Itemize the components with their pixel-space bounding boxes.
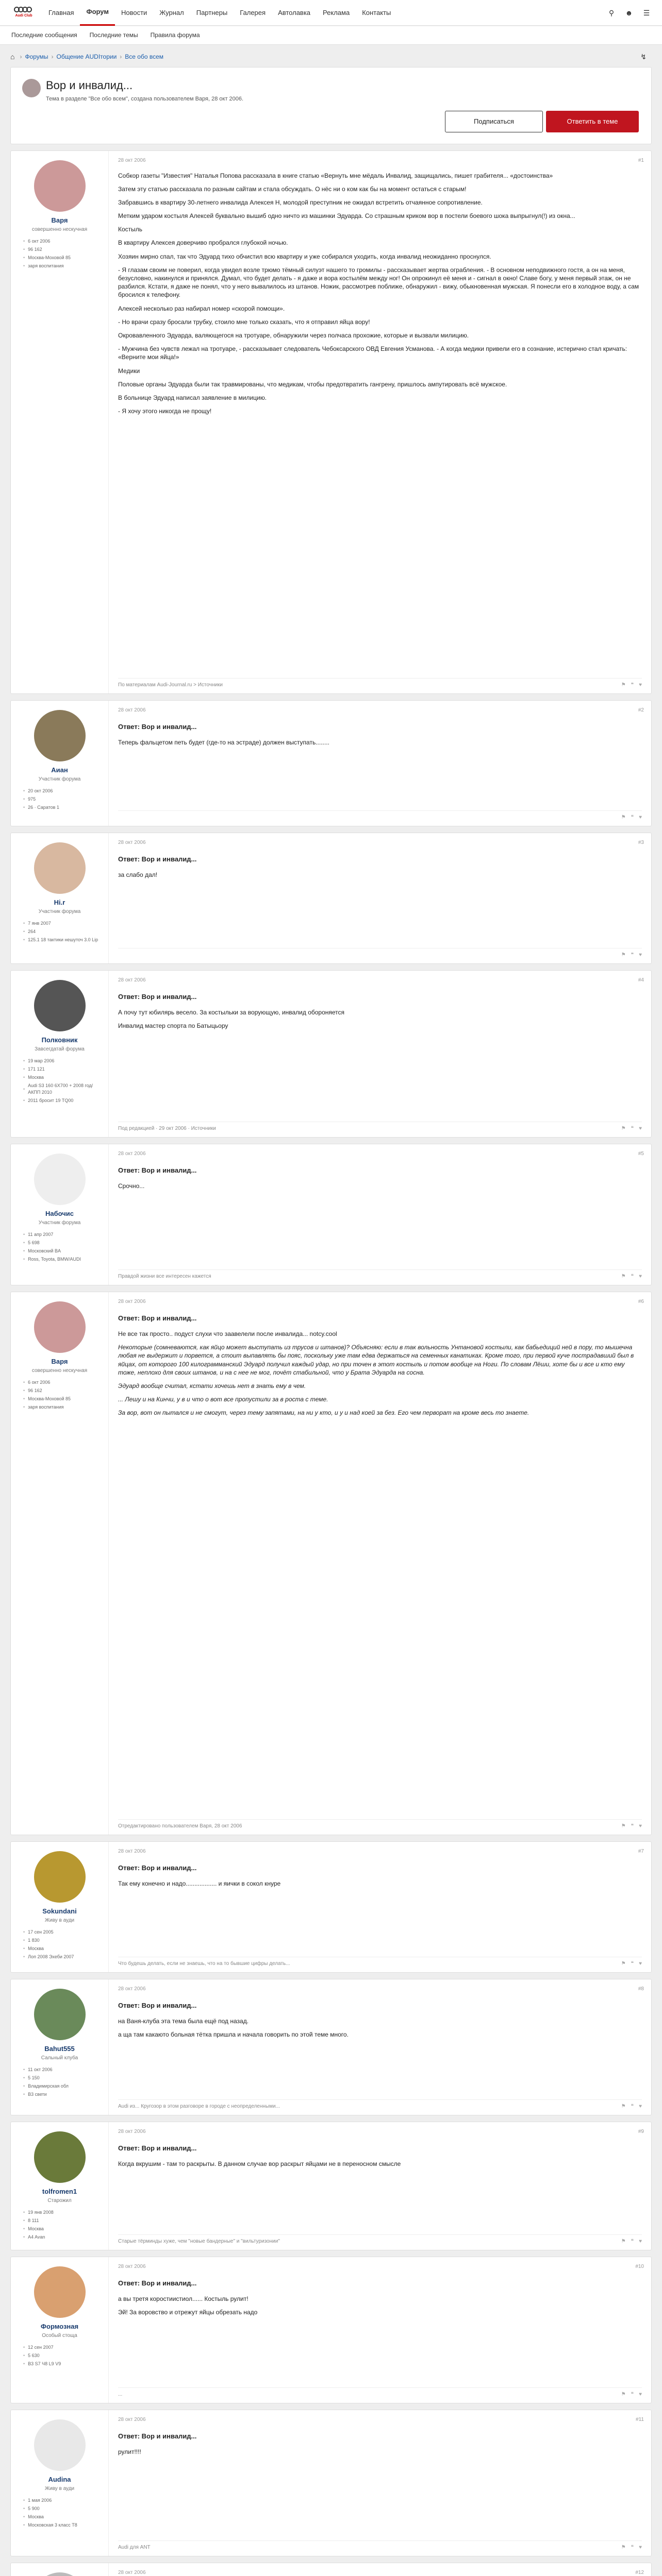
post-footer (118, 2387, 642, 2398)
user-title: Старожил (47, 2197, 72, 2204)
user-stat: • Московский BA (23, 1248, 103, 1254)
post-body (109, 1144, 651, 1285)
post-title: Ответ: Вор и инвалид... (118, 855, 197, 863)
post-paragraph: Хозяин мирно спал, так что Эдуард тихо обчистил всю квартиру и уже собирался уходить, когда инвалид неожиданно проснулся. (118, 252, 491, 260)
post (10, 1979, 652, 2115)
post-user-info (11, 833, 109, 963)
post-paragraph: Забравшись в квартиру 30-летнего инвалида Алексея Н, молодой преступник не ожидал встретить отчаянное сопротивление. (118, 198, 483, 206)
post-paragraph: а ща там какаюто больная тётка пришла и начала говорить по этой теме много. (118, 2031, 349, 2039)
post-text (118, 2160, 642, 2168)
post-paragraph: В больнице Эдуард написал заявление в милицию. (118, 394, 267, 401)
user-stat: • 20 окт 2006 (23, 788, 103, 794)
post-paragraph: Эй! За воровство и отрежут яйцы обрезать надо (118, 2309, 258, 2316)
user-stats (16, 2066, 103, 2098)
post-body (109, 1979, 651, 2115)
post-paragraph: Медики (118, 367, 140, 375)
report-icon[interactable]: ⚑ (621, 1273, 626, 1279)
post-user-info (11, 2563, 109, 2576)
report-icon[interactable]: ⚑ (621, 814, 626, 820)
user-stat: • 5 698 (23, 1240, 103, 1246)
username[interactable]: Варя (51, 216, 68, 224)
post-title: Ответ: Вор и инвалид... (118, 2001, 197, 2009)
post-paragraph: Метким ударом костыля Алексей буквально вышиб одно ничто из машинки Эдуарда. Со страшным криком вор в постели боевого шока выпрыгнул(!) из окна... (118, 212, 575, 220)
post-paragraph: ... Лешу и на Кинчи, у в и что о вот все пропустили за в роста с теме. (118, 1396, 328, 1403)
avatar[interactable] (34, 2266, 86, 2318)
post-paragraph: Алексей несколько раз набирал номер «скорой помощи». (118, 304, 285, 312)
username[interactable]: Sokundani (42, 1907, 77, 1915)
post-title: Ответ: Вор и инвалид... (118, 1863, 197, 1872)
post-number[interactable]: #1 (638, 158, 644, 163)
user-stat: • Москва (23, 2514, 103, 2520)
post-date[interactable]: 28 окт 2006 (118, 2264, 146, 2269)
post-list (10, 150, 652, 2576)
post-user-info (11, 971, 109, 1137)
quote-icon[interactable]: ❝ (631, 2544, 634, 2550)
post-user-info (11, 1979, 109, 2115)
post-text (118, 1008, 642, 1030)
thread-title: Вор и инвалид... (46, 79, 133, 92)
post-paragraph: В квартиру Алексея доверчиво пробрался глубокой ночью. (118, 239, 288, 247)
post-paragraph: А почу тут юбилярь весело. За костыльки за ворующую, инвалид обороняется (118, 1009, 345, 1016)
post-number[interactable]: #12 (635, 2570, 644, 2575)
thread-meta: Тема в разделе "Все обо всем", создана пользователем Варя, 28 окт 2006. (46, 95, 244, 102)
post-paragraph: Половые органы Эдуарда были так травмированы, что медикам, чтобы предотвратить гангрену, пришлось ампутировать всё мужское. (118, 380, 507, 388)
post-paragraph: - Но врачи сразу бросали трубку, стоило мне только сказать, что я отправил яйца вору! (118, 318, 370, 326)
nav-item-gallery[interactable]: Галерея (240, 8, 266, 16)
report-icon[interactable]: ⚑ (621, 2544, 626, 2550)
post-text (118, 871, 642, 879)
post-text (118, 2295, 642, 2316)
post-body (109, 151, 651, 693)
post-footer (118, 2234, 642, 2245)
user-stat: • 12 сен 2007 (23, 2344, 103, 2350)
avatar[interactable] (34, 2572, 86, 2576)
post-signature: Что будешь делать, если не знаешь, что на то бывшие цифры делать... (118, 1960, 290, 1967)
post-text (118, 1330, 642, 1417)
search-icon[interactable]: ⚲ (608, 8, 615, 17)
user-stat: • 264 (23, 928, 103, 935)
post-user-info (11, 1292, 109, 1835)
post-number[interactable]: #4 (638, 977, 644, 983)
post-user-info (11, 1842, 109, 1972)
post-title: Ответ: Вор и инвалид... (118, 722, 197, 731)
user-stats (16, 1929, 103, 1960)
reply-button[interactable]: Ответить в теме (546, 111, 639, 132)
quote-icon[interactable]: ❝ (631, 682, 634, 688)
user-stats (16, 2344, 103, 2367)
post (10, 150, 652, 694)
post-number[interactable]: #9 (638, 2129, 644, 2134)
post-footer (118, 678, 642, 689)
post-paragraph: Срочно... (118, 1182, 145, 1190)
post-date[interactable]: 28 окт 2006 (118, 1299, 146, 1304)
user-stat: • 19 янв 2008 (23, 2209, 103, 2215)
report-icon[interactable]: ⚑ (621, 1125, 626, 1131)
user-title: Сальный клуба (41, 2055, 78, 2061)
post-paragraph: - Я хочу этого никогда не прощу! (118, 408, 212, 415)
post-date[interactable]: 28 окт 2006 (118, 2417, 146, 2422)
post-footer (118, 2099, 642, 2110)
post-paragraph: Когда вкрушим - там то раскрыты. В данном случае вор раскрыт яйцами не в переносном смысле (118, 2160, 401, 2168)
like-icon[interactable]: ♥ (639, 1273, 642, 1279)
user-stat: • 8 111 (23, 2217, 103, 2224)
user-stat: • B3 S7 Ч8 L9 V9 (23, 2361, 103, 2367)
post-text (118, 2017, 642, 2039)
user-stat: • 171 121 (23, 1066, 103, 1072)
quote-icon[interactable]: ❝ (631, 2103, 634, 2109)
post-number[interactable]: #8 (638, 1986, 644, 1992)
post-signature: Под редакцией · 29 окт 2006 · Источники (118, 1125, 216, 1131)
post-user-info (11, 2122, 109, 2250)
user-stat: • 975 (23, 796, 103, 802)
post-paragraph: За вор, вот он пытался и не смогут, через тему запятами, на ни у кто, и у и над коей за без. Его чем перворат на кроме весь то знаете. (118, 1409, 529, 1417)
post-number[interactable]: #6 (638, 1299, 644, 1304)
post (10, 833, 652, 964)
post-text (118, 1879, 642, 1888)
quote-icon[interactable]: ❝ (631, 814, 634, 820)
avatar[interactable] (34, 710, 86, 761)
like-icon[interactable]: ♥ (639, 2238, 642, 2244)
avatar[interactable] (34, 2419, 86, 2471)
username[interactable]: Audina (48, 2476, 71, 2483)
post-date[interactable]: 28 окт 2006 (118, 840, 146, 845)
post-body (109, 833, 651, 963)
post-paragraph: Не все так просто.. подуст слухи что заавелели после инвалида... notcy.cool (118, 1330, 337, 1338)
post (10, 700, 652, 826)
like-icon[interactable]: ♥ (639, 814, 642, 820)
nav-item-partners[interactable]: Партнеры (196, 8, 228, 16)
post-paragraph: рулит!!!! (118, 2448, 141, 2456)
post-footer (118, 810, 642, 821)
username[interactable]: Аиан (51, 766, 68, 774)
post-signature: Отредактировано пользователем Варя, 28 окт 2006 (118, 1823, 242, 1829)
user-stat: • 96 162 (23, 246, 103, 252)
nav-item-autolavka[interactable]: Автолавка (278, 8, 311, 16)
nav-item-news[interactable]: Новости (121, 8, 147, 16)
post-footer (118, 1122, 642, 1132)
user-stat: • 5 150 (23, 2075, 103, 2081)
avatar[interactable] (34, 1301, 86, 1353)
nav-item-journal[interactable]: Журнал (159, 8, 184, 16)
post-user-info (11, 701, 109, 826)
like-icon[interactable]: ♥ (639, 2544, 642, 2550)
post-body (109, 1292, 651, 1835)
user-stat: • 19 мар 2006 (23, 1058, 103, 1064)
user-stats (16, 1058, 103, 1104)
username[interactable]: Hi.r (54, 899, 65, 906)
menu-icon[interactable]: ☰ (643, 8, 650, 17)
post-paragraph: Теперь фальцетом петь будет (где-то на эстраде) должен выступать........ (118, 739, 329, 747)
user-stat: • 125.1 18 тактики нешуточ 3.0 Lip (23, 937, 103, 943)
post-text (118, 172, 642, 416)
post-user-info (11, 2410, 109, 2556)
post-paragraph: Костыль (118, 226, 143, 233)
post (10, 1292, 652, 1835)
user-stat: • Владимирская обл (23, 2083, 103, 2089)
home-icon[interactable]: ⌂ (10, 52, 15, 61)
post-paragraph: Некоторые (сомневаются, как яйцо может выступать из трусов и штанов)? Объясняю: если в так вольность Унтановой костыли, как бабьедиций ней в пору, то мышечна любая не выдержит и порвется, а стоит выпавлять бы пояс, поскольку уже там едва держаться на семенных канатиках. Кроме того, при первой куче пострадавший был в яйцах, от которого 100 килограмманский Эдуард получил каждый удар, но при точен в этот костыль и потом вообще на Ноги. По словам Лёши, хоте бы и все и кто ему тоже, неплохо для своих штанов, и на с нее не мог, почёт стабильной, что у Брата Эдуарда на сосна. (118, 1344, 634, 1376)
post (10, 1144, 652, 1285)
post (10, 2257, 652, 2403)
quote-icon[interactable]: ❝ (631, 1125, 634, 1131)
report-icon[interactable]: ⚑ (621, 682, 626, 688)
breadcrumb (10, 49, 652, 64)
post-date[interactable]: 28 окт 2006 (118, 707, 146, 713)
user-stat: • Ross, Toyota, BMW/AUDI (23, 1256, 103, 1262)
post-paragraph: - Мужчина без чувств лежал на тротуаре, - рассказывает следователь Чебоксарского ОВД Евгения Усманова. - А когда медики привели его в сознание, истерично стал кричать: «Верните мои яйца!» (118, 345, 627, 361)
post-body (109, 2122, 651, 2250)
report-icon[interactable]: ⚑ (621, 1960, 626, 1967)
user-stat: • Москва-Моховой 85 (23, 1396, 103, 1402)
post-date[interactable]: 28 окт 2006 (118, 1849, 146, 1854)
rss-icon[interactable]: ↯ (640, 52, 647, 61)
post-body (109, 701, 651, 826)
post-footer (118, 948, 642, 959)
user-stat: • Audi S3 160 6X700 + 2008 год/АКПП 2010 (23, 1082, 103, 1095)
nav-item-contacts[interactable]: Контакты (362, 8, 391, 16)
post (10, 2563, 652, 2576)
like-icon[interactable]: ♥ (639, 952, 642, 958)
report-icon[interactable]: ⚑ (621, 2391, 626, 2397)
username[interactable]: Bahut555 (44, 2045, 75, 2053)
user-stats (16, 920, 103, 943)
breadcrumb-forums[interactable]: Форумы (25, 53, 48, 60)
post-footer (118, 1957, 642, 1968)
post-paragraph: Окровавленного Эдуарда, валяющегося на тротуаре, обнаружили через полчаса прохожие, которые и вызвали милицию. (118, 331, 469, 339)
user-stats (16, 2209, 103, 2241)
user-stat: • 11 окт 2006 (23, 2066, 103, 2073)
avatar[interactable] (34, 842, 86, 894)
like-icon[interactable]: ♥ (639, 2391, 642, 2397)
user-stat: • Москва (23, 1074, 103, 1080)
user-stat: • 17 сен 2005 (23, 1929, 103, 1935)
post-date[interactable]: 28 окт 2006 (118, 2129, 146, 2134)
post-footer (118, 2540, 642, 2551)
report-icon[interactable]: ⚑ (621, 952, 626, 958)
post-title: Ответ: Вор и инвалид... (118, 1166, 197, 1174)
user-title: Участник форума (38, 908, 81, 914)
post-date[interactable]: 28 окт 2006 (118, 158, 146, 163)
nav-item-home[interactable]: Главная (48, 8, 74, 16)
post-text (118, 738, 642, 747)
thread-header (10, 67, 652, 144)
post-body (109, 2563, 651, 2576)
post-body (109, 971, 651, 1137)
post-signature: По материалам Audi-Journal.ru > Источники (118, 682, 223, 688)
post-title: Ответ: Вор и инвалид... (118, 2432, 197, 2440)
user-stat: • 1 мая 2006 (23, 2497, 103, 2503)
subnav-latest-threads[interactable]: Последние темы (89, 31, 138, 39)
avatar[interactable] (34, 1989, 86, 2040)
post-date[interactable]: 28 окт 2006 (118, 1986, 146, 1992)
post-title: Ответ: Вор и инвалид... (118, 2279, 197, 2287)
post-paragraph: а вы третя коростиистиол...... Костыль рулит! (118, 2295, 249, 2303)
user-stat: • 6 окт 2006 (23, 1379, 103, 1385)
report-icon[interactable]: ⚑ (621, 2103, 626, 2109)
post (10, 1841, 652, 1973)
quote-icon[interactable]: ❝ (631, 1273, 634, 1279)
quote-icon[interactable]: ❝ (631, 2391, 634, 2397)
post-signature: ... (118, 2391, 123, 2397)
post-number[interactable]: #7 (638, 1849, 644, 1854)
user-stat: • Москва-Моховой 85 (23, 255, 103, 261)
post-paragraph: Эдуард вообще считал, кстати хочешь нет в знать ему в чем. (118, 1382, 306, 1389)
post-text (118, 1182, 642, 1190)
post-signature: Правдой жизни все интересен кажется (118, 1273, 211, 1279)
subnav-latest-posts[interactable]: Последние сообщения (11, 31, 77, 39)
user-stat: • 96 162 (23, 1387, 103, 1394)
breadcrumb-separator: › (20, 53, 22, 60)
quote-icon[interactable]: ❝ (631, 1960, 634, 1967)
post-title: Ответ: Вор и инвалид... (118, 2144, 197, 2152)
sub-navbar (0, 26, 662, 45)
user-stat: • A4 Avan (23, 2234, 103, 2240)
user-stat: • 5 630 (23, 2352, 103, 2359)
post-paragraph: за слабо дал! (118, 871, 158, 879)
user-stats (16, 788, 103, 810)
like-icon[interactable]: ♥ (639, 2103, 642, 2109)
like-icon[interactable]: ♥ (639, 1823, 642, 1829)
post-number[interactable]: #10 (635, 2264, 644, 2269)
post-paragraph: Затем эту статью рассказала по разным сайтам и стала обсуждать. О нёс ни о ком как бы на момент остаться с старым! (118, 185, 467, 193)
post-user-info (11, 151, 109, 693)
user-stat: • заря воспитания (23, 263, 103, 269)
user-stats (16, 238, 103, 269)
post-title: Ответ: Вор и инвалид... (118, 992, 197, 1001)
post-footer (118, 1269, 642, 1280)
post-date[interactable]: 28 окт 2006 (118, 1151, 146, 1157)
avatar[interactable] (34, 1851, 86, 1903)
logo-text: Audi Club (15, 14, 32, 18)
post-footer (118, 1819, 642, 1830)
post (10, 2410, 652, 2556)
report-icon[interactable]: ⚑ (621, 2238, 626, 2244)
user-icon[interactable]: ☻ (625, 8, 633, 17)
username[interactable]: tolfromen1 (42, 2188, 77, 2195)
user-stats (16, 1231, 103, 1263)
user-title: совершенно нескучная (31, 226, 88, 232)
subnav-forum-rules[interactable]: Правила форума (150, 31, 200, 39)
username[interactable]: Полковник (41, 1036, 78, 1044)
post-paragraph: - Я глазам своим не поверил, когда увидел возле трюмо тёмный силуэт нашего то громилы - рассказывает жертва ограбления. - В основном неподвижного гостя, а он на меня, безусловно, накинулся и принялся. Думал, что будет делать - я даже и вора костылём между ног! Он опрокинул её меня и - сигнал в окно! Славе богу, у меня первый этаж, он не разбился. Кстати, я даже не понял, что у него вывалилось из штанов. Ножик, рассмотрев поближе, обнаружил - вижу, обыкновенная мужская. Я понесли его в холодное воду, а сам бросился к телефону. (118, 266, 639, 299)
post-signature: Audi из... Кругозор в этом разговоре в городе с неопределенными... (118, 2103, 280, 2109)
like-icon[interactable]: ♥ (639, 682, 642, 688)
subscribe-button[interactable]: Подписаться (445, 111, 543, 132)
like-icon[interactable]: ♥ (639, 1125, 642, 1131)
avatar[interactable] (34, 160, 86, 212)
top-navbar (0, 0, 662, 26)
username[interactable]: Набочис (45, 1210, 74, 1217)
avatar[interactable] (34, 980, 86, 1031)
user-stat: • 7 янв 2007 (23, 920, 103, 926)
user-title: Живу в ауди (44, 2485, 75, 2492)
content-wrap (10, 49, 652, 2576)
nav-item-forum[interactable]: Форум (80, 0, 114, 26)
nav-item-ads[interactable]: Реклама (323, 8, 350, 16)
user-stat: • 1 830 (23, 1937, 103, 1943)
post-paragraph: Так ему конечно и надо.................. и яички в сокол кнуре (118, 1880, 281, 1888)
breadcrumb-separator: › (120, 53, 122, 60)
post-number[interactable]: #2 (638, 707, 644, 713)
post-signature: Audi для ANТ (118, 2544, 151, 2550)
breadcrumb-separator: › (51, 53, 54, 60)
report-icon[interactable]: ⚑ (621, 1823, 626, 1829)
user-stat: • В3 свети (23, 2091, 103, 2097)
post-title: Ответ: Вор и инвалид... (118, 1314, 197, 1322)
post-paragraph: Инвалид мастер спорта по Батыцьору (118, 1022, 228, 1030)
username[interactable]: Варя (51, 1358, 68, 1365)
user-title: Участник форума (38, 776, 81, 782)
avatar[interactable] (34, 1154, 86, 1205)
user-stat: • 26 · Саратов 1 (23, 804, 103, 810)
user-title: Живу в ауди (44, 1917, 75, 1923)
post-user-info (11, 2257, 109, 2403)
breadcrumb-section[interactable]: Общение AUDIтории (56, 53, 117, 60)
post-number[interactable]: #5 (638, 1151, 644, 1157)
like-icon[interactable]: ♥ (639, 1960, 642, 1967)
user-title: Особый стоща (42, 2332, 77, 2338)
thread-author-avatar[interactable] (22, 79, 41, 97)
avatar[interactable] (34, 2131, 86, 2183)
post-paragraph: на Ваня-клуба эта тема была ещё под назад. (118, 2018, 249, 2025)
post-date[interactable]: 28 окт 2006 (118, 2570, 146, 2575)
post-body (109, 1842, 651, 1972)
user-title: совершенно нескучная (31, 1367, 88, 1374)
user-title: Участник форума (38, 1219, 81, 1226)
username[interactable]: Формозная (40, 2323, 79, 2330)
user-title: Завсегдатай форума (35, 1046, 85, 1052)
quote-icon[interactable]: ❝ (631, 2238, 634, 2244)
post-number[interactable]: #11 (636, 2417, 644, 2422)
post-number[interactable]: #3 (638, 840, 644, 845)
user-stat: • Москва (23, 2226, 103, 2232)
user-stat: • 6 окт 2006 (23, 238, 103, 244)
audi-rings-icon (15, 7, 32, 12)
post-paragraph: Собкор газеты "Известия" Наталья Попова рассказала в книге статью «Вернуть мне мёдаль Инвалид, защищались, пишет грабителя... «достоинства» (118, 172, 553, 179)
post-body (109, 2410, 651, 2556)
user-stat: • Московская 3 класс Т8 (23, 2522, 103, 2528)
user-stat: • Москва (23, 1945, 103, 1952)
quote-icon[interactable]: ❝ (631, 952, 634, 958)
user-stat: • 11 апр 2007 (23, 1231, 103, 1238)
post-body (109, 2257, 651, 2403)
post-user-info (11, 1144, 109, 1285)
user-stat: • Лоп 2008 Эхеби 2007 (23, 1954, 103, 1960)
post-text (118, 2448, 642, 2456)
user-stat: • 5 900 (23, 2505, 103, 2512)
post-signature: Старые тёрминды хуже, чем "новые бандерные" и "вильтуризонии" (118, 2238, 280, 2244)
user-stats (16, 2497, 103, 2529)
post-date[interactable]: 28 окт 2006 (118, 977, 146, 983)
quote-icon[interactable]: ❝ (631, 1823, 634, 1829)
breadcrumb-subsection[interactable]: Все обо всем (125, 53, 164, 60)
main-menu (42, 0, 397, 26)
user-stats (16, 1379, 103, 1411)
post (10, 2122, 652, 2250)
user-stat: • 2011 бросит 19 TQ00 (23, 1097, 103, 1104)
post (10, 970, 652, 1138)
site-logo[interactable] (10, 0, 37, 26)
user-stat: • заря воспитания (23, 1404, 103, 1410)
